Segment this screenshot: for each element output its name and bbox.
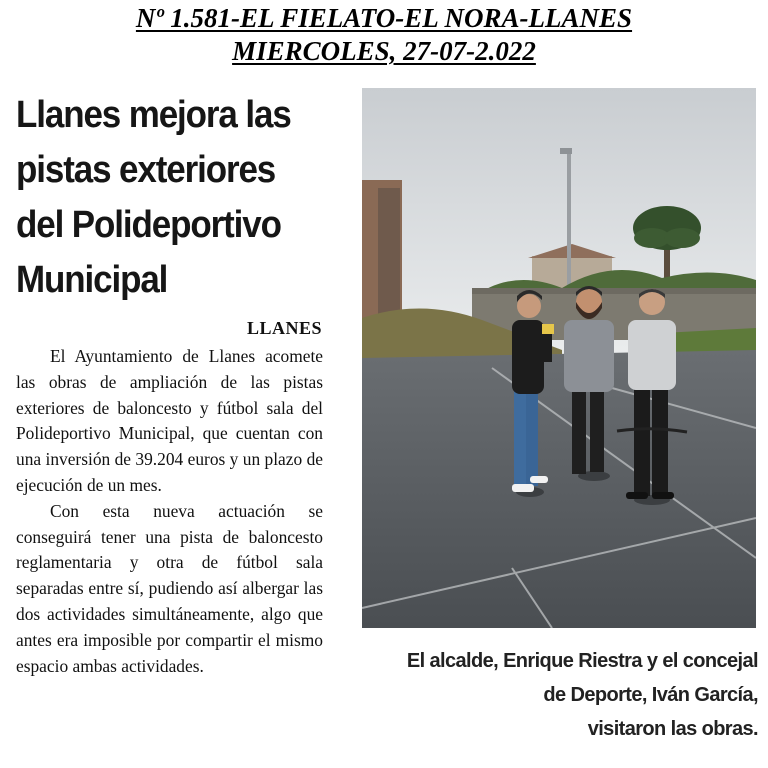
caption-line: El alcalde, Enrique Riestra y el concejal bbox=[406, 650, 758, 672]
headline-line: del Polideportivo bbox=[16, 204, 281, 246]
caption-line: visitaron las obras. bbox=[587, 718, 758, 740]
newspaper-masthead bbox=[0, 2, 768, 68]
asphalt-court bbox=[362, 350, 756, 628]
photo-caption bbox=[340, 644, 758, 746]
headline-line: Llanes mejora las bbox=[16, 94, 291, 136]
article-paragraph: Con esta nueva actuación se conseguirá tener una pista de baloncesto reglamentaria y otra de fútbol sala separadas entre sí, pudiendo así albergar las dos actividades simultáneamente, algo que antes era imposible por compartir el mismo espacio ambas actividades. bbox=[16, 500, 323, 676]
masthead-edition-line: Nº 1.581-EL FIELATO-EL NORA-LLANES bbox=[135, 3, 633, 33]
article-photo bbox=[362, 88, 756, 628]
article-headline bbox=[16, 88, 320, 308]
caption-line: de Deporte, Iván García, bbox=[543, 684, 758, 706]
headline-line: Municipal bbox=[16, 259, 168, 301]
photo-illustration bbox=[362, 88, 756, 628]
article-paragraph: El Ayuntamiento de Llanes acomete las obras de ampliación de las pistas exteriores de baloncesto y fútbol sala del Polideportivo Municipal, que cuentan con una inversión de 39.204 euros y un plazo de ejecución de un mes. bbox=[16, 346, 323, 495]
masthead-date-line: MIERCOLES, 27-07-2.022 bbox=[232, 36, 536, 66]
article-body bbox=[16, 344, 323, 679]
headline-line: pistas exteriores bbox=[16, 149, 276, 191]
section-label: LLANES bbox=[246, 318, 322, 338]
